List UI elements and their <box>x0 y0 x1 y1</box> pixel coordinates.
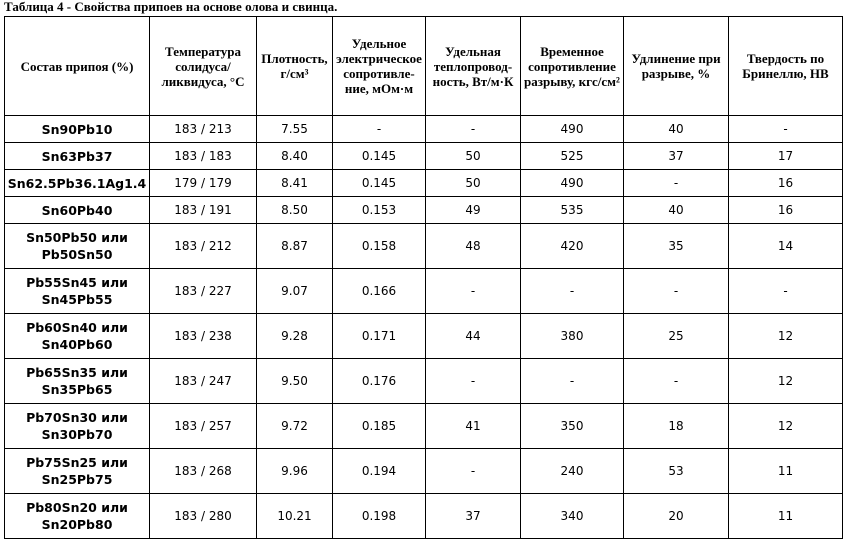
cell-temperature: 183 / 213 <box>150 116 257 143</box>
header-hardness: Твердость по Бринеллю, НВ <box>729 17 843 116</box>
cell-hardness: - <box>729 269 843 314</box>
cell-temperature: 179 / 179 <box>150 170 257 197</box>
table-row <box>5 116 843 143</box>
cell-temperature: 183 / 247 <box>150 359 257 404</box>
table-row <box>5 314 843 359</box>
cell-density: 8.40 <box>257 143 333 170</box>
cell-composition: Sn90Pb10 <box>5 116 150 143</box>
cell-tensile-strength: - <box>521 269 624 314</box>
cell-temperature: 183 / 280 <box>150 494 257 539</box>
table-caption: Таблица 4 - Свойства припоев на основе олова и свинца. <box>4 0 338 14</box>
cell-hardness: 12 <box>729 314 843 359</box>
cell-tensile-strength: 535 <box>521 197 624 224</box>
cell-conductivity: 50 <box>426 143 521 170</box>
cell-composition: Pb75Sn25 или Sn25Pb75 <box>5 449 150 494</box>
cell-density: 9.07 <box>257 269 333 314</box>
cell-density: 9.96 <box>257 449 333 494</box>
cell-tensile-strength: 420 <box>521 224 624 269</box>
cell-composition: Sn60Pb40 <box>5 197 150 224</box>
cell-temperature: 183 / 268 <box>150 449 257 494</box>
table-row <box>5 143 843 170</box>
table-row <box>5 197 843 224</box>
cell-tensile-strength: 490 <box>521 116 624 143</box>
cell-resistivity: 0.194 <box>333 449 426 494</box>
cell-density: 7.55 <box>257 116 333 143</box>
cell-conductivity: - <box>426 116 521 143</box>
cell-composition: Pb65Sn35 или Sn35Pb65 <box>5 359 150 404</box>
cell-temperature: 183 / 212 <box>150 224 257 269</box>
cell-hardness: - <box>729 116 843 143</box>
header-elongation: Удлинение при разрыве, % <box>624 17 729 116</box>
cell-hardness: 12 <box>729 359 843 404</box>
cell-hardness: 11 <box>729 449 843 494</box>
cell-density: 8.41 <box>257 170 333 197</box>
cell-temperature: 183 / 238 <box>150 314 257 359</box>
cell-conductivity: - <box>426 449 521 494</box>
cell-density: 8.50 <box>257 197 333 224</box>
header-composition: Состав припоя (%) <box>5 17 150 116</box>
cell-tensile-strength: - <box>521 359 624 404</box>
cell-tensile-strength: 490 <box>521 170 624 197</box>
cell-temperature: 183 / 227 <box>150 269 257 314</box>
cell-resistivity: 0.145 <box>333 143 426 170</box>
cell-composition: Pb80Sn20 или Sn20Pb80 <box>5 494 150 539</box>
cell-composition: Sn62.5Pb36.1Ag1.4 <box>5 170 150 197</box>
table-row <box>5 494 843 539</box>
cell-resistivity: 0.158 <box>333 224 426 269</box>
cell-composition: Pb70Sn30 или Sn30Pb70 <box>5 404 150 449</box>
table-row <box>5 359 843 404</box>
cell-composition: Pb60Sn40 или Sn40Pb60 <box>5 314 150 359</box>
cell-elongation: - <box>624 269 729 314</box>
cell-conductivity: 44 <box>426 314 521 359</box>
cell-elongation: 40 <box>624 116 729 143</box>
cell-composition: Sn50Pb50 или Pb50Sn50 <box>5 224 150 269</box>
solder-properties-table <box>4 16 843 539</box>
cell-elongation: 18 <box>624 404 729 449</box>
cell-density: 9.72 <box>257 404 333 449</box>
cell-hardness: 12 <box>729 404 843 449</box>
cell-elongation: - <box>624 170 729 197</box>
cell-elongation: 37 <box>624 143 729 170</box>
cell-tensile-strength: 380 <box>521 314 624 359</box>
cell-composition: Pb55Sn45 или Sn45Pb55 <box>5 269 150 314</box>
header-density: Плотность, г/см³ <box>257 17 333 116</box>
cell-tensile-strength: 340 <box>521 494 624 539</box>
cell-elongation: - <box>624 359 729 404</box>
table-row <box>5 224 843 269</box>
cell-temperature: 183 / 257 <box>150 404 257 449</box>
cell-temperature: 183 / 183 <box>150 143 257 170</box>
header-temperature: Температура солидуса/ ликвидуса, °С <box>150 17 257 116</box>
cell-conductivity: 50 <box>426 170 521 197</box>
cell-tensile-strength: 350 <box>521 404 624 449</box>
cell-conductivity: 49 <box>426 197 521 224</box>
cell-tensile-strength: 525 <box>521 143 624 170</box>
cell-hardness: 11 <box>729 494 843 539</box>
table-row <box>5 449 843 494</box>
header-row <box>5 17 843 116</box>
table-row <box>5 404 843 449</box>
cell-conductivity: 48 <box>426 224 521 269</box>
header-conductivity: Удельная теплопроводность, Вт/м·К <box>426 17 521 116</box>
cell-resistivity: 0.176 <box>333 359 426 404</box>
table-row <box>5 269 843 314</box>
cell-density: 9.50 <box>257 359 333 404</box>
cell-resistivity: 0.171 <box>333 314 426 359</box>
cell-temperature: 183 / 191 <box>150 197 257 224</box>
cell-tensile-strength: 240 <box>521 449 624 494</box>
cell-conductivity: - <box>426 359 521 404</box>
cell-resistivity: - <box>333 116 426 143</box>
cell-elongation: 20 <box>624 494 729 539</box>
cell-density: 8.87 <box>257 224 333 269</box>
cell-elongation: 25 <box>624 314 729 359</box>
cell-hardness: 16 <box>729 197 843 224</box>
cell-elongation: 35 <box>624 224 729 269</box>
cell-conductivity: 37 <box>426 494 521 539</box>
cell-elongation: 53 <box>624 449 729 494</box>
header-tensile-strength: Временное сопротивление разрыву, кгс/см² <box>521 17 624 116</box>
cell-conductivity: - <box>426 269 521 314</box>
cell-resistivity: 0.153 <box>333 197 426 224</box>
cell-elongation: 40 <box>624 197 729 224</box>
cell-density: 9.28 <box>257 314 333 359</box>
table-row <box>5 170 843 197</box>
cell-resistivity: 0.145 <box>333 170 426 197</box>
cell-composition: Sn63Pb37 <box>5 143 150 170</box>
cell-hardness: 16 <box>729 170 843 197</box>
cell-conductivity: 41 <box>426 404 521 449</box>
header-resistivity: Удельное электрическое сопротивление, мОм·м <box>333 17 426 116</box>
cell-hardness: 17 <box>729 143 843 170</box>
cell-resistivity: 0.198 <box>333 494 426 539</box>
cell-resistivity: 0.166 <box>333 269 426 314</box>
cell-density: 10.21 <box>257 494 333 539</box>
cell-resistivity: 0.185 <box>333 404 426 449</box>
cell-hardness: 14 <box>729 224 843 269</box>
